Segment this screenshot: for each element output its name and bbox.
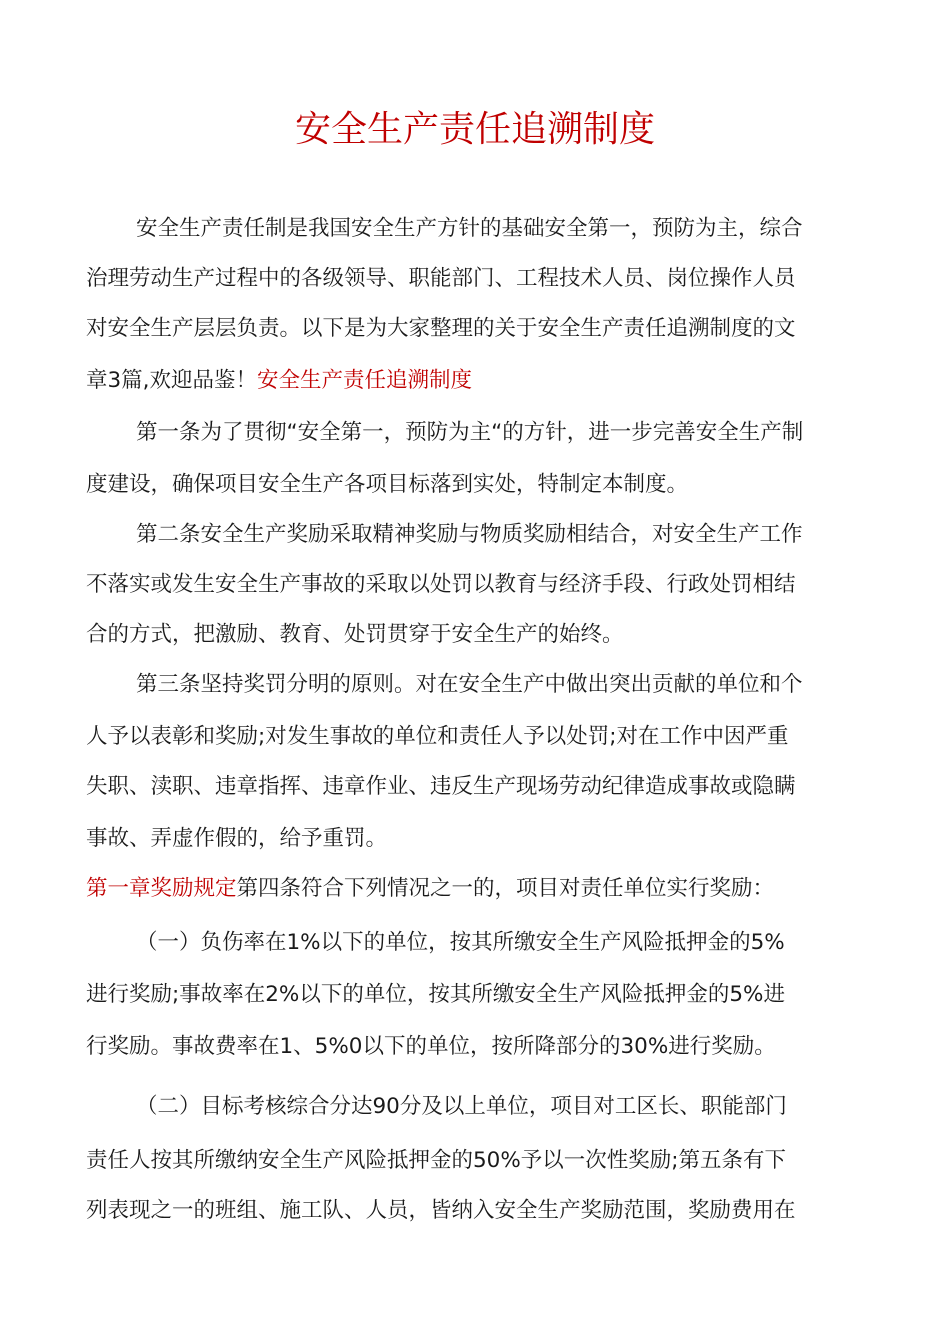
line-text: 第三条坚持奖罚分明的原则。对在安全生产中做出突出贡献的单位和个 bbox=[136, 672, 803, 697]
line-text: 列表现之一的班组、施工队、人员，皆纳入安全生产奖励范围，奖励费用在 bbox=[86, 1198, 796, 1223]
line-text: 章3篇,欢迎品鉴！ bbox=[86, 368, 258, 393]
text-line bbox=[86, 1146, 866, 1176]
line-text: 人予以表彰和奖励;对发生事故的单位和责任人予以处罚;对在工作中因严重 bbox=[86, 724, 789, 749]
text-line bbox=[136, 928, 866, 958]
line-text: （一）负伤率在1%以下的单位，按其所缴安全生产风险抵押金的5% bbox=[136, 930, 785, 955]
text-line bbox=[86, 264, 866, 294]
line-text: 合的方式，把激励、教育、处罚贯穿于安全生产的始终。 bbox=[86, 622, 624, 647]
text-line bbox=[136, 1092, 866, 1122]
line-text: 安全生产责任制是我国安全生产方针的基础安全第一，预防为主，综合 bbox=[136, 216, 803, 241]
text-line bbox=[86, 824, 866, 854]
line-text: 第四条符合下列情况之一的，项目对责任单位实行奖励： bbox=[236, 876, 775, 901]
text-line bbox=[86, 570, 866, 600]
line-text: 治理劳动生产过程中的各级领导、职能部门、工程技术人员、岗位操作人员 bbox=[86, 266, 796, 291]
line-text: 第二条安全生产奖励采取精神奖励与物质奖励相结合，对安全生产工作 bbox=[136, 522, 803, 547]
text-line bbox=[86, 772, 866, 802]
document-title: 安全生产责任追溯制度 bbox=[294, 109, 655, 150]
text-line bbox=[86, 874, 866, 904]
line-text: 失职、渎职、违章指挥、违章作业、违反生产现场劳动纪律造成事故或隐瞒 bbox=[86, 774, 796, 799]
line-text: 不落实或发生安全生产事故的采取以处罚以教育与经济手段、行政处罚相结 bbox=[86, 572, 796, 597]
line-text: 事故、弄虚作假的，给予重罚。 bbox=[86, 826, 388, 851]
text-line bbox=[86, 620, 866, 650]
line-text: 行奖励。事故费率在1、5%0以下的单位，按所降部分的30%进行奖励。 bbox=[86, 1034, 776, 1059]
text-line bbox=[86, 470, 866, 500]
text-line bbox=[86, 1032, 866, 1062]
line-text: 对安全生产层层负责。以下是为大家整理的关于安全生产责任追溯制度的文 bbox=[86, 316, 796, 341]
line-text: 第一条为了贯彻“安全第一，预防为主“的方针，进一步完善安全生产制 bbox=[136, 420, 804, 445]
text-line bbox=[136, 214, 866, 244]
text-line bbox=[86, 980, 866, 1010]
text-line bbox=[86, 366, 866, 396]
text-line bbox=[86, 314, 866, 344]
line-text: （二）目标考核综合分达90分及以上单位，项目对工区长、职能部门 bbox=[136, 1094, 787, 1119]
line-text: 进行奖励;事故率在2%以下的单位，按其所缴安全生产风险抵押金的5%进 bbox=[86, 982, 785, 1007]
text-line bbox=[136, 670, 866, 700]
chapter-heading: 第一章奖励规定 bbox=[86, 876, 237, 901]
line-text: 责任人按其所缴纳安全生产风险抵押金的50%予以一次性奖励;第五条有下 bbox=[86, 1148, 787, 1173]
text-line bbox=[86, 1196, 866, 1226]
line-text: 度建设，确保项目安全生产各项目标落到实处，特制定本制度。 bbox=[86, 472, 689, 497]
text-line bbox=[136, 520, 866, 550]
inline-red-heading: 安全生产责任追溯制度 bbox=[257, 368, 473, 393]
text-line bbox=[136, 418, 866, 448]
text-line bbox=[86, 722, 866, 752]
